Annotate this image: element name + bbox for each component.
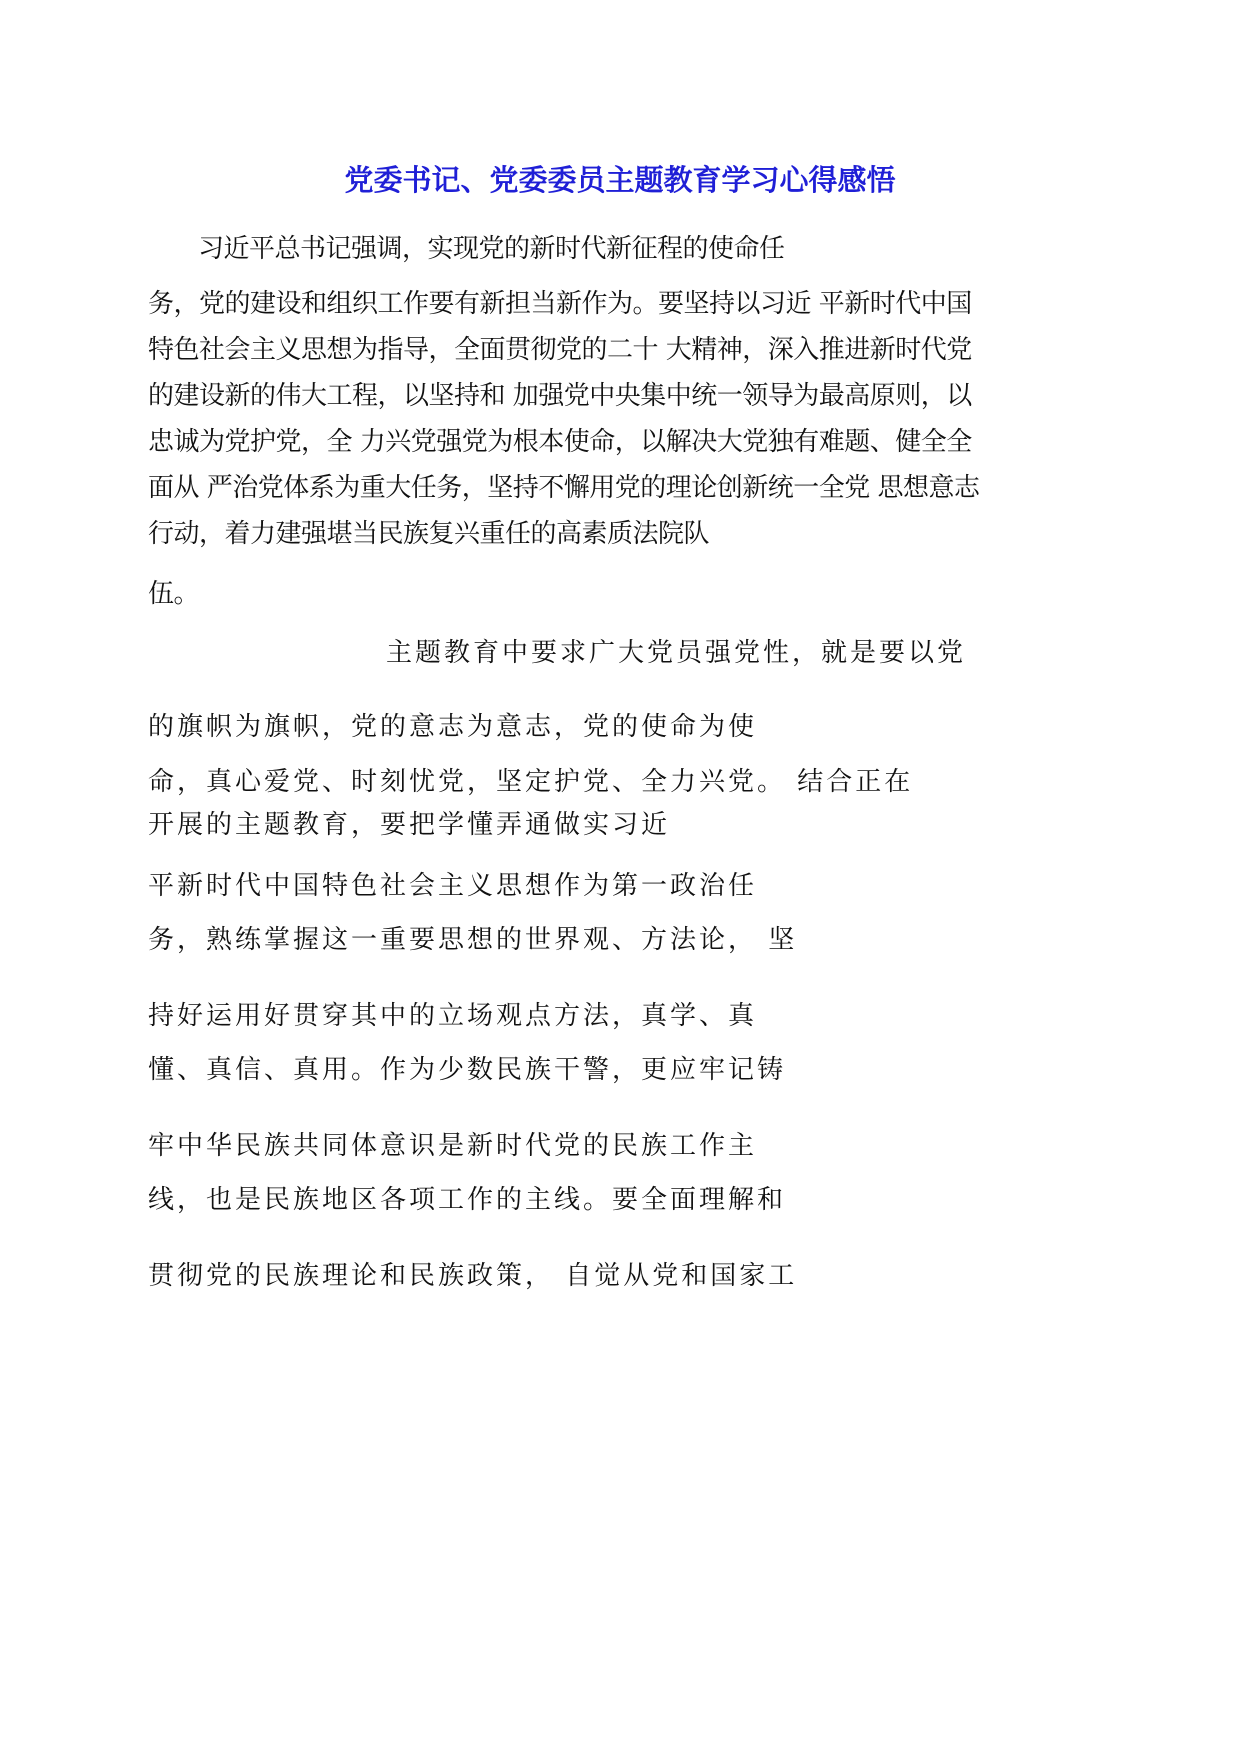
paragraph-2-line-9: 牢中华民族共同体意识是新时代党的民族工作主 (148, 1131, 758, 1161)
paragraph-1-line-1: 习近平总书记强调，实现党的新时代新征程的使命任 (198, 234, 785, 264)
paragraph-1-line-5: 忠诚为党护党，全 力兴党强党为根本使命，以解决大党独有难题、健全全 (148, 427, 972, 457)
paragraph-2-line-7: 持好运用好贯穿其中的立场观点方法，真学、真 (148, 1001, 758, 1031)
paragraph-1-line-3: 特色社会主义思想为指导，全面贯彻党的二十 大精神，深入推进新时代党 (148, 335, 972, 365)
paragraph-1-line-6: 面从 严治党体系为重大任务，坚持不懈用党的理论创新统一全党 思想意志 (148, 473, 980, 503)
paragraph-2-line-10: 线，也是民族地区各项工作的主线。要全面理解和 (148, 1185, 787, 1215)
paragraph-2-line-5: 平新时代中国特色社会主义思想作为第一政治任 (148, 871, 758, 901)
paragraph-1-line-7: 行动，着力建强堪当民族复兴重任的高素质法院队 (148, 519, 710, 549)
paragraph-1-line-8: 伍。 (148, 579, 200, 609)
document-title: 党委书记、党委委员主题教育学习心得感悟 (344, 163, 896, 197)
paragraph-2-line-3: 命，真心爱党、时刻忧党，坚定护党、全力兴党。 结合正在 (148, 767, 914, 797)
paragraph-2-line-8: 懂、真信、真用。作为少数民族干警，更应牢记铸 (148, 1055, 787, 1085)
paragraph-2-line-1: 主题教育中要求广大党员强党性，就是要以党 (386, 638, 967, 668)
paragraph-2-line-2: 的旗帜为旗帜，党的意志为意志，党的使命为使 (148, 712, 758, 742)
paragraph-1-line-2: 务，党的建设和组织工作要有新担当新作为。要坚持以习近 平新时代中国 (148, 289, 972, 319)
paragraph-1-line-4: 的建设新的伟大工程，以坚持和 加强党中央集中统一领导为最高原则，以 (148, 381, 972, 411)
paragraph-2-line-11: 贯彻党的民族理论和民族政策， 自觉从党和国家工 (148, 1261, 798, 1291)
paragraph-2-line-6: 务，熟练掌握这一重要思想的世界观、方法论， 坚 (148, 925, 798, 955)
paragraph-2-line-4: 开展的主题教育，要把学懂弄通做实习近 (148, 810, 671, 840)
